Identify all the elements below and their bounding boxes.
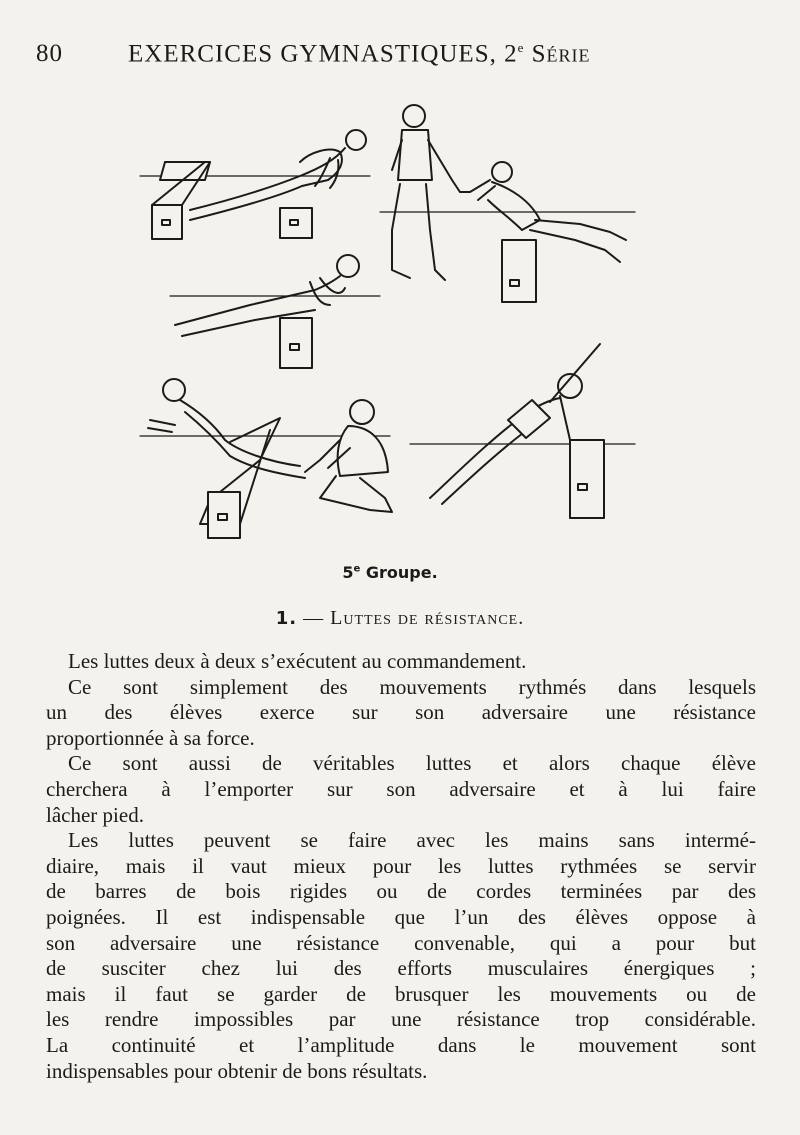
section-dash: — — [303, 607, 325, 629]
text-line: de susciter chez lui des efforts musculaires énergiques ; — [46, 956, 756, 981]
figure-prone-arch — [140, 130, 370, 239]
text-line: Les luttes deux à deux s’exécutent au commandement. — [68, 649, 527, 673]
running-title-main: EXERCICES GYMNASTIQUES, 2 — [128, 40, 518, 68]
text-line: lâcher pied. — [46, 802, 144, 827]
text-line: Ce sont aussi de véritables luttes et alors chaque élève — [68, 751, 756, 776]
text-line: de barres de bois rigides ou de cordes terminées par des — [46, 879, 756, 904]
text-line: indispensables pour obtenir de bons résultats. — [46, 1058, 428, 1083]
page-number: 80 — [36, 40, 63, 67]
exercise-illustration — [130, 100, 650, 545]
section-number: 1. — [275, 608, 298, 629]
text-line: poignées. Il est indispensable que l’un des élèves oppose à — [46, 904, 756, 929]
text-line: La continuité et l’amplitude dans le mouvement sont — [46, 1032, 756, 1057]
figure-pushing-pair — [380, 105, 635, 302]
figure-side-plank — [410, 344, 635, 518]
text-line: Ce sont simplement des mouvements rythmés dans lesquels — [68, 674, 756, 699]
running-title-sup: e — [517, 40, 525, 55]
caption-number: 5 — [342, 563, 354, 582]
paragraph — [46, 649, 756, 675]
text-line: proportionnée à sa force. — [46, 725, 255, 750]
text-line: son adversaire une résistance convenable, qui a pour but — [46, 930, 756, 955]
text-line: cherchera à l’emporter sur son adversaire et à lui faire — [46, 776, 756, 801]
running-title-series: Série — [531, 40, 591, 68]
text-line: un des élèves exerce sur son adversaire une résistance — [46, 700, 756, 725]
running-title — [128, 40, 591, 68]
text-line: mais il faut se garder de brusquer les mouvements ou de — [46, 981, 756, 1006]
body-text — [46, 649, 756, 1084]
paragraph — [46, 828, 756, 1084]
figure-partner-hold — [140, 379, 392, 538]
figure-caption — [0, 563, 780, 582]
text-line: diaire, mais il vaut mieux pour les luttes rythmées se servir — [46, 853, 756, 878]
figure-prone-bench — [170, 255, 380, 368]
caption-label: Groupe. — [365, 563, 438, 582]
caption-sup: e — [353, 563, 361, 575]
section-title: Luttes de résistance. — [330, 607, 525, 629]
section-heading — [0, 607, 800, 630]
paragraph — [46, 751, 756, 828]
paragraph — [46, 675, 756, 752]
text-line: les rendre impossibles par une résistance trop considérable. — [46, 1007, 756, 1032]
text-line: Les luttes peuvent se faire avec les mains sans intermé- — [68, 828, 756, 853]
